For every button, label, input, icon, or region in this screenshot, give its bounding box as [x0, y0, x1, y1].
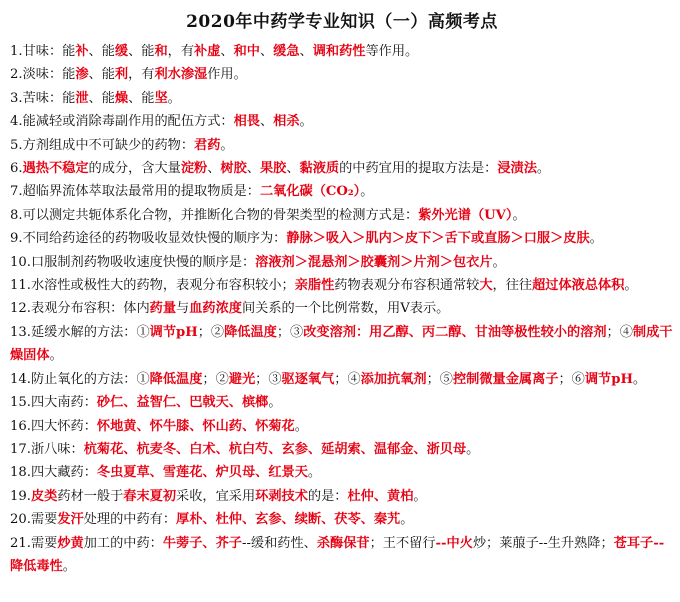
highlight-text: 燥	[114, 90, 129, 106]
highlight-text: 怀地黄、怀牛膝、怀山药、怀菊花	[96, 418, 295, 434]
plain-text: ；②	[202, 371, 229, 387]
highlight-text: 和	[154, 44, 168, 59]
highlight-text: 制成干燥固体	[10, 324, 673, 364]
highlight-text: 相畏	[233, 114, 260, 130]
highlight-text: 缓	[114, 44, 129, 59]
plain-text: 。	[62, 558, 76, 574]
point-item	[10, 87, 674, 110]
highlight-text: 君药	[194, 137, 221, 153]
highlight-text: 超过体液总体积	[532, 278, 625, 294]
highlight-text: 静脉＞吸入＞肌内＞皮下＞舌下或直肠＞口服＞皮肤	[286, 231, 590, 247]
plain-text: 12.表观分布容积：体内	[10, 301, 150, 317]
plain-text: 。	[413, 488, 427, 504]
plain-text: 17.浙八味：	[10, 441, 84, 457]
highlight-text: 浸渍法	[497, 161, 537, 177]
plain-text: 的中药宜用的提取方法是：	[339, 161, 498, 177]
plain-text: --缓和药性、	[241, 535, 317, 551]
highlight-text: 厚朴、杜仲、玄参、续断、茯苓、秦艽	[176, 512, 401, 528]
point-item	[10, 110, 674, 133]
highlight-text: 苍耳子--降低毒性	[10, 535, 665, 574]
highlight-text: 环剥技术	[255, 488, 308, 504]
plain-text: 、	[246, 161, 260, 177]
plain-text: 、能	[88, 67, 115, 83]
highlight-text: 避光	[228, 371, 256, 387]
highlight-text: 亲脂性	[294, 278, 335, 294]
plain-text: 。	[299, 114, 313, 130]
plain-text: ；④	[334, 371, 361, 387]
highlight-text: 淀粉	[180, 161, 208, 177]
highlight-text: 二氧化碳（CO₂）	[259, 184, 361, 200]
plain-text: 炒；莱菔子--生升熟降；	[472, 535, 614, 551]
highlight-text: 大	[479, 278, 493, 294]
plain-text: 作用。	[207, 67, 247, 83]
plain-text: 5.方剂组成中不可缺少的药物：	[10, 137, 195, 153]
highlight-text: 相杀	[273, 114, 300, 130]
highlight-text: 控制微量金属离子	[452, 371, 559, 387]
highlight-text: 砂仁、益智仁、巴戟天、槟榔	[96, 395, 269, 411]
highlight-text: --中火	[435, 535, 473, 551]
highlight-text: 泄	[75, 90, 89, 106]
plain-text: 7.超临界流体萃取法最常用的提取物质是：	[10, 184, 260, 200]
plain-text: 8.可以测定共轭体系化合物，并推断化合物的骨架类型的检测方式是：	[10, 207, 419, 223]
point-item	[10, 63, 674, 86]
highlight-text: 杜仲、黄柏	[347, 488, 414, 504]
point-item	[10, 40, 674, 63]
highlight-text: 果胶	[259, 161, 287, 177]
plain-text: 、	[299, 44, 313, 59]
highlight-text: 春末夏初	[123, 488, 177, 504]
document-title: 2020年中药学专业知识（一）高频考点	[186, 12, 498, 32]
plain-text: 、能	[128, 90, 155, 106]
plain-text: 13.延缓水解的方法：①	[10, 324, 150, 340]
plain-text: 的是：	[307, 488, 348, 504]
plain-text: 。	[360, 184, 374, 200]
plain-text: ；④	[606, 324, 633, 340]
point-item	[10, 297, 674, 320]
point-item	[10, 274, 674, 297]
plain-text: ；③	[255, 371, 282, 387]
highlight-text: 树胶	[220, 161, 247, 177]
highlight-text: 利	[114, 67, 129, 83]
highlight-text: 坚	[154, 90, 168, 106]
plain-text: 、	[259, 114, 274, 130]
plain-text: 15.四大南药：	[10, 395, 97, 411]
point-item	[10, 438, 674, 461]
highlight-text: 杀酶保苷	[316, 535, 370, 551]
plain-text: ，往往	[492, 278, 533, 294]
plain-text: 。	[624, 278, 638, 294]
highlight-text: 驱逐氧气	[281, 371, 335, 387]
plain-text: ，有	[128, 67, 155, 83]
plain-text: 。	[167, 90, 181, 106]
highlight-text: 牛蒡子、芥子	[162, 535, 242, 551]
highlight-text: 调节pH	[149, 324, 198, 340]
point-item	[10, 204, 674, 227]
highlight-text: 遇热不稳定	[22, 161, 89, 177]
plain-text: ；⑥	[558, 371, 585, 387]
point-item	[10, 251, 674, 274]
plain-text: 。	[400, 512, 414, 528]
plain-text: ；王不留行	[369, 535, 436, 551]
plain-text: 处理的中药有：	[83, 512, 177, 528]
highlight-text: 皮类	[30, 488, 58, 504]
plain-text: 药材一般于	[57, 488, 124, 504]
highlight-text: 发汗	[57, 512, 84, 528]
plain-text: 加工的中药：	[83, 535, 163, 551]
plain-text: 。	[307, 465, 322, 481]
highlight-text: 杭菊花、杭麦冬、白术、杭白芍、玄参、延胡索、温郁金、浙贝母	[83, 441, 467, 457]
highlight-text: 添加抗氧剂	[360, 371, 427, 387]
point-item	[10, 461, 674, 484]
plain-text: 、	[207, 161, 221, 177]
plain-text: 。	[632, 371, 647, 387]
plain-text: 、能	[128, 44, 155, 59]
highlight-text: 降低温度	[149, 371, 203, 387]
plain-text: ；③	[276, 324, 304, 340]
plain-text: 3.苦味：能	[10, 90, 76, 106]
plain-text: 21.需要	[10, 535, 58, 551]
plain-text: 。	[49, 348, 63, 364]
plain-text: ；②	[197, 324, 225, 340]
plain-text: ；⑤	[426, 371, 453, 387]
point-item	[10, 391, 674, 414]
plain-text: 、	[220, 44, 234, 59]
plain-text: ，有	[167, 44, 195, 59]
plain-text: 2.淡味：能	[10, 67, 76, 83]
highlight-text: 药量	[149, 301, 177, 317]
plain-text: 14.防止氧化的方法：①	[10, 371, 150, 387]
plain-text: 、能	[88, 90, 115, 106]
point-item	[10, 485, 674, 508]
plain-text: 、	[259, 44, 274, 59]
plain-text: 19.	[10, 488, 31, 504]
point-item	[10, 180, 674, 203]
plain-text: 。	[466, 441, 480, 457]
point-item	[10, 508, 674, 531]
plain-text: 。	[268, 395, 282, 411]
highlight-text: 溶液剂＞混悬剂＞胶囊剂＞片剂＞包衣片	[255, 254, 493, 270]
highlight-text: 补虚	[194, 44, 221, 59]
plain-text: 药物表观分布容积通常较	[334, 278, 480, 294]
plain-text: 间关系的一个比例常数，用V表示。	[241, 301, 450, 317]
plain-text: 采收，宜采用	[176, 488, 256, 504]
highlight-text: 冬虫夏草、雪莲花、炉贝母、红景天	[96, 465, 308, 481]
highlight-text: 渗	[75, 67, 89, 83]
point-item	[10, 415, 674, 438]
highlight-text: 缓急	[273, 44, 300, 59]
plain-text: 18.四大藏药：	[10, 465, 97, 481]
plain-text: 10.口服制剂药物吸收速度快慢的顺序是：	[10, 254, 256, 270]
highlight-text: 调节pH	[584, 371, 633, 387]
highlight-text: 调和药性	[312, 44, 366, 59]
plain-text: 与	[176, 301, 190, 317]
point-item	[10, 134, 674, 157]
highlight-text: 黏液质	[299, 161, 340, 177]
plain-text: 、能	[88, 44, 115, 59]
plain-text: 1.甘味：能	[10, 44, 76, 59]
point-item	[10, 368, 674, 391]
plain-text: 、	[286, 161, 300, 177]
plain-text: 。	[536, 161, 551, 177]
highlight-text: 改变溶剂：用乙醇、丙二醇、甘油等极性较小的溶剂	[303, 324, 607, 340]
point-item	[10, 227, 674, 250]
plain-text: 4.能减轻或消除毒副作用的配伍方式：	[10, 114, 234, 130]
plain-text: 20.需要	[10, 512, 58, 528]
plain-text: 。	[589, 231, 603, 247]
highlight-text: 炒黄	[57, 535, 84, 551]
highlight-text: 利水渗湿	[154, 67, 208, 83]
plain-text: 。	[220, 137, 234, 153]
plain-text: 16.四大怀药：	[10, 418, 97, 434]
point-list	[10, 40, 674, 578]
plain-text: 等作用。	[365, 44, 419, 59]
point-item	[10, 532, 674, 579]
point-item	[10, 157, 674, 180]
highlight-text: 紫外光谱（UV）	[418, 207, 513, 223]
plain-text: 。	[294, 418, 308, 434]
plain-text: 。	[492, 254, 506, 270]
highlight-text: 补	[75, 44, 89, 59]
plain-text: 6.	[10, 161, 23, 177]
plain-text: 11.水溶性或极性大的药物，表观分布容积较小；	[10, 278, 295, 294]
plain-text: 。	[512, 207, 526, 223]
point-item	[10, 321, 674, 368]
highlight-text: 血药浓度	[189, 301, 242, 317]
plain-text: 9.不同给药途径的药物吸收显效快慢的顺序为：	[10, 231, 287, 247]
highlight-text: 降低温度	[224, 324, 277, 340]
highlight-text: 和中	[233, 44, 260, 59]
plain-text: 的成分，含大量	[88, 161, 181, 177]
